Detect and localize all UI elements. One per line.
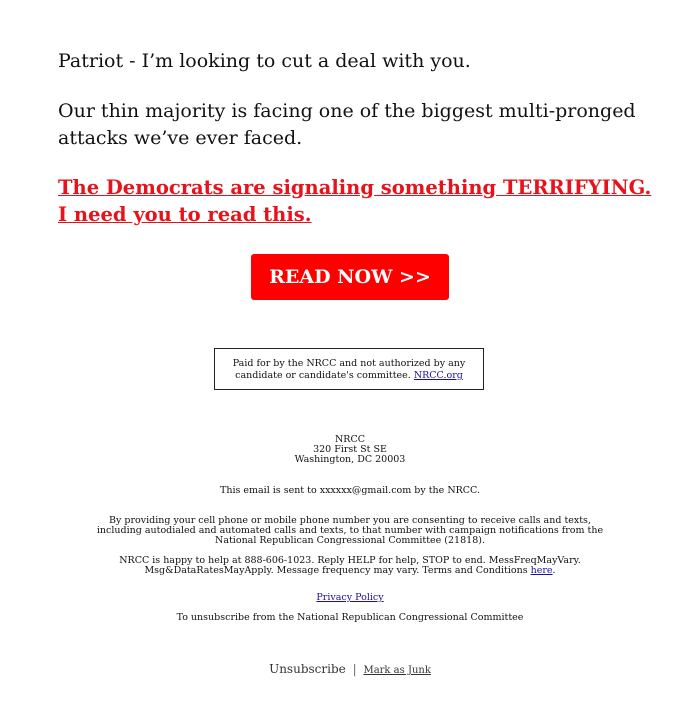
- address-street: 320 First St SE: [313, 444, 387, 455]
- help-text-end: .: [552, 565, 556, 576]
- alert-link[interactable]: The Democrats are signaling something TERRIFYING. I need you to read this.: [58, 176, 652, 226]
- sent-to-notice: This email is sent to xxxxxx@gmail.com by the NRCC.: [219, 485, 481, 496]
- body-paragraph: Our thin majority is facing one of the biggest multi-pronged attacks we’ve ever faced.: [58, 100, 636, 149]
- mark-as-junk-link[interactable]: Mark as Junk: [363, 665, 431, 676]
- unsubscribe-link[interactable]: Unsubscribe: [269, 662, 346, 676]
- read-now-button[interactable]: READ NOW >>: [251, 254, 449, 300]
- help-text-body: NRCC is happy to help at 888-606-1023. Reply HELP for help, STOP to end. MessFreqMayVary. Msg&DataRatesMayApply. Message frequency may vary. Terms and Conditions: [119, 555, 581, 576]
- privacy-policy-link[interactable]: Privacy Policy: [316, 592, 384, 603]
- paid-for-disclaimer: [214, 348, 484, 390]
- nrcc-org-link[interactable]: NRCC.org: [413, 370, 463, 381]
- email-footer: [0, 662, 700, 676]
- disclaimer-text: Paid for by the NRCC and not authorized by any candidate or candidate's committee.: [232, 358, 466, 381]
- greeting-text: Patriot - I’m looking to cut a deal with you.: [58, 50, 471, 72]
- terms-here-link[interactable]: here: [530, 565, 553, 576]
- address-name: NRCC: [334, 434, 365, 445]
- footer-separator: |: [352, 662, 357, 676]
- address-city: Washington, DC 20003: [294, 454, 406, 465]
- privacy-policy-row: [0, 593, 700, 603]
- mailing-address: [0, 435, 700, 465]
- sms-consent-text: By providing your cell phone or mobile phone number you are consenting to receive calls and texts, including autodialed and automated calls and texts, to that number with campaign notifications from the National Republican Congressional Committee (21818).: [96, 515, 604, 546]
- unsubscribe-notice: To unsubscribe from the National Republican Congressional Committee: [176, 612, 524, 623]
- help-text: [110, 556, 590, 576]
